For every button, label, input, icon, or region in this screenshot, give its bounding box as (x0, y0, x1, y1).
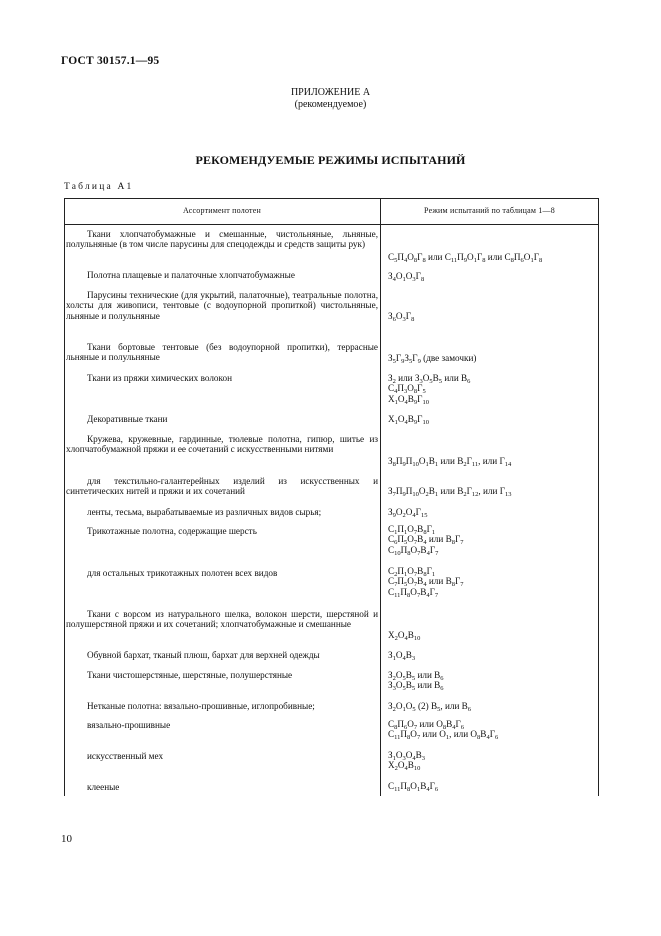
table-row-regime (388, 750, 596, 771)
regime-code: $З_4О_1О_3Г_8$ (388, 271, 425, 283)
table-row-regime (388, 252, 596, 262)
assortment-text: Нетканые полотна: вязально-прошивные, иглопробивные; (87, 701, 315, 711)
table-row-label (66, 526, 378, 536)
regime-code: $С_7П_5О_7В_4$ или $В_8Г_7$ (388, 576, 464, 589)
table-row-regime (388, 373, 596, 404)
regime-code: $С_6П_5О_7В_4$ или $В_8Г_7$ (388, 534, 464, 547)
regime-code: $З_1О_4В_3$ (388, 650, 416, 662)
regime-code: $С_8П_6О_7$ или $О_8В_4Г_6$ (388, 719, 465, 731)
assortment-text: Кружева, кружевные, гардинные, тюлевые полотна, гипюр, шитье из хлопчатобумажной пряжи и ее сочетаний с искусственными нитями (66, 434, 378, 455)
table-row-regime (388, 670, 596, 691)
regime-code: $З_2О_1О_5$ (2) $В_5$, или $В_6$ (388, 701, 472, 713)
assortment-text: Ткани хлопчатобумажные и смешанные, чистольняные, льняные, полульняные (в том числе парусины для спецодежды и средств защиты рук) (66, 229, 378, 250)
assortment-text: Полотна плащевые и палаточные хлопчатобумажные (87, 270, 295, 280)
table-row-label (66, 650, 378, 660)
regime-code: $С_{10}П_8О_7В_4Г_7$ (388, 544, 439, 557)
table-row-regime (388, 486, 596, 496)
assortment-text: Ткани с ворсом из натурального шелка, волокон шерсти, шерстяной и полушерстяной пряжи и их сочетаний; хлопчатобумажные и смешанные (66, 609, 378, 630)
regime-code: $С_1П_1О_7В_8Г_1$ (388, 524, 436, 536)
regime-code: $С_{11}П_8О_7$ или $О_1$, или $О_8В_4Г_6$ (388, 729, 499, 742)
column-header-assortment: Ассортимент полотен (183, 206, 261, 215)
appendix-heading (0, 87, 661, 111)
appendix-title: ПРИЛОЖЕНИЕ А (290, 87, 371, 98)
regime-code: $З_7П_9П_{10}О_2В_1$ или $В_2Г_{12}$, или $Г_{13}$ (388, 486, 512, 498)
assortment-text: Трикотажные полотна, содержащие шерсть (87, 526, 257, 536)
table-row-label (66, 414, 378, 424)
table-row-regime (388, 566, 596, 597)
page-number: 10 (61, 833, 72, 845)
regime-code: $С_4П_3О_8Г_5$ (388, 383, 426, 396)
regime-code: $З_8П_9П_{10}О_1В_1$ или $В_2Г_{11}$, или $Г_{14}$ (388, 456, 512, 468)
regime-code: $С_5П_4О_8Г_8$ или $С_{11}П_9О_1Г_8$ или $С_8П_6О_1Г_8$ (388, 252, 543, 264)
table-row-regime (388, 719, 596, 740)
regimes-table (64, 198, 599, 796)
assortment-text: Парусины технические (для укрытий, палаточные), театральные полотна, холсты для живописи, тентовые (с водоупорной пропиткой) чистольняные, льняные и полульняные (66, 290, 378, 321)
regime-code: $З_2О_5В_5$ или $В_6$ (388, 670, 444, 682)
regime-code: $З_1О_3О_4В_3$ (388, 750, 426, 762)
assortment-text: клееные (87, 782, 120, 792)
table-row-label (66, 701, 378, 711)
table-row-label (66, 507, 378, 517)
table-row-regime (388, 781, 596, 791)
table-row-label (66, 751, 378, 761)
assortment-text: Ткани из пряжи химических волокон (87, 373, 233, 383)
regime-code: $З_2$ или $З_3О_5В_5$ или $В_6$ (388, 373, 471, 385)
table-row-regime (388, 524, 596, 555)
document-code: ГОСТ 30157.1—95 (61, 55, 160, 67)
table-row-label (66, 434, 378, 455)
table-label: Таблица А1 (64, 182, 134, 192)
table-row-label (66, 290, 378, 321)
assortment-text: Декоративные ткани (87, 414, 168, 424)
assortment-text: вязально-прошивные (87, 720, 171, 730)
assortment-text: для остальных трикотажных полотен всех видов (87, 568, 278, 578)
appendix-subtitle: (рекомендуемое) (294, 99, 367, 110)
regime-code: $С_2П_1О_7В_8Г_1$ (388, 566, 436, 578)
regime-code: $Х_2О_4В_{10}$ (388, 760, 421, 773)
table-row-label (66, 476, 378, 497)
regime-code: $З_6О_3Г_8$ (388, 311, 415, 323)
assortment-text: Обувной бархат, тканый плюш, бархат для верхней одежды (87, 650, 320, 660)
table-row-label (66, 270, 378, 280)
table-row-regime (388, 507, 596, 517)
regime-code: $З_5Г_9З_5Г_9$ (две замочки) (388, 353, 477, 365)
table-row-label (66, 568, 378, 578)
table-row-regime (388, 353, 596, 363)
assortment-text: Ткани бортовые тентовые (без водоупорной пропитки), террасные льняные и полульняные (66, 342, 378, 363)
regime-code: $Х_1О_4В_9Г_{10}$ (388, 393, 429, 406)
table-row-regime (388, 271, 596, 281)
column-header-regime: Режим испытаний по таблицам 1—8 (424, 206, 555, 215)
regime-code: $С_{11}П_8О_7В_4Г_7$ (388, 586, 439, 599)
table-row-label (66, 782, 378, 792)
table-row-label (66, 609, 378, 630)
regime-code: $Х_2О_4В_{10}$ (388, 630, 421, 642)
page-title: РЕКОМЕНДУЕМЫЕ РЕЖИМЫ ИСПЫТАНИЙ (195, 153, 466, 167)
table-row-label (66, 229, 378, 250)
table-row-regime (388, 414, 596, 424)
table-row-regime (388, 650, 596, 660)
assortment-text: для текстильно-галантерейных изделий из искусственных и синтетических нитей и пряжи и их сочетаний (66, 476, 378, 497)
table-row-regime (388, 311, 596, 321)
regime-code: $Х_1О_4В_9Г_{10}$ (388, 414, 429, 426)
regime-code: $З_9О_2О_4Г_{15}$ (388, 507, 428, 519)
regime-code: $С_{11}П_8О_1В_4Г_6$ (388, 781, 439, 793)
assortment-text: Ткани чистошерстяные, шерстяные, полушерстяные (87, 670, 293, 680)
table-row-regime (388, 456, 596, 466)
table-row-label (66, 670, 378, 680)
table-row-label (66, 720, 378, 730)
table-row-regime (388, 701, 596, 711)
table-row-label (66, 373, 378, 383)
assortment-text: искусственный мех (87, 751, 164, 761)
table-row-label (66, 342, 378, 363)
assortment-text: ленты, тесьма, вырабатываемые из различных видов сырья; (87, 507, 322, 517)
regime-code: $З_3О_5В_5$ или $В_6$ (388, 680, 444, 693)
table-row-regime (388, 630, 596, 640)
